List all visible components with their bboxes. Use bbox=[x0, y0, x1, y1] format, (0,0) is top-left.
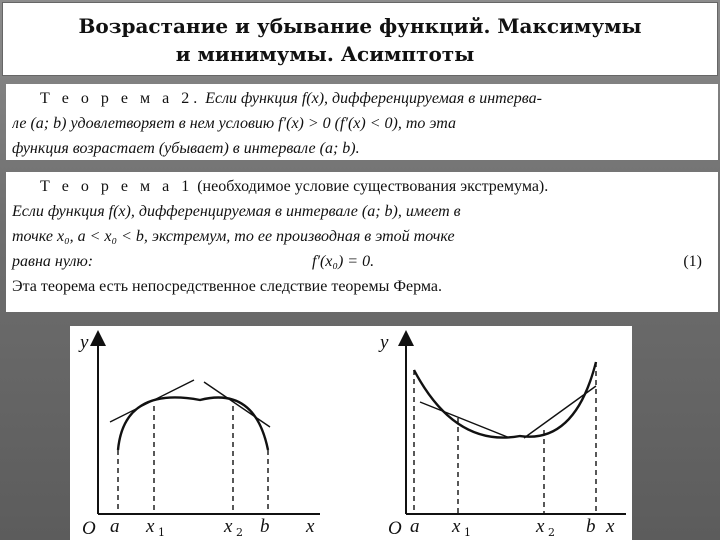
right-convex-curve bbox=[414, 362, 596, 438]
function-graphs-figure bbox=[70, 326, 632, 540]
right-tangent-line-2 bbox=[524, 386, 596, 438]
slide-title bbox=[2, 2, 718, 76]
right-label-a: a bbox=[410, 516, 420, 537]
left-label-y: y bbox=[80, 332, 89, 353]
theorem-2-line-1: Если функция f(x), дифференцируемая в интерва- bbox=[205, 90, 542, 107]
theorem-1-heading: (необходимое условие существования экстремума). bbox=[197, 178, 549, 195]
right-label-x: x bbox=[606, 516, 615, 537]
graphs-svg bbox=[70, 326, 632, 540]
right-graph bbox=[378, 332, 626, 539]
theorem-2-line-3: функция возрастает (убывает) в интервале (a; b). bbox=[12, 140, 360, 157]
theorem-1-equation: f′(x₀) = 0. bbox=[312, 253, 375, 270]
right-tangent-line-1 bbox=[420, 402, 510, 438]
right-label-origin: O bbox=[388, 518, 402, 539]
right-label-y: y bbox=[380, 332, 389, 353]
equation-number: (1) bbox=[683, 253, 702, 270]
left-label-x2: x bbox=[224, 516, 233, 537]
left-label-x1: x bbox=[146, 516, 155, 537]
right-label-x2-sub: 2 bbox=[548, 526, 555, 539]
left-label-b: b bbox=[260, 516, 270, 537]
theorem-1-line-4: равна нулю: bbox=[12, 253, 94, 270]
left-concave-curve bbox=[118, 397, 268, 450]
theorem-1-line-3: точке x₀, a < x₀ < b, экстремум, то ее производная в этой точке bbox=[12, 228, 455, 245]
theorem-2-block bbox=[6, 84, 718, 160]
left-label-x1-sub: 1 bbox=[158, 526, 165, 539]
left-graph bbox=[78, 332, 320, 539]
theorem-2-line-2: ле (a; b) удовлетворяет в нем условию f′(x) > 0 (f′(x) < 0), то эта bbox=[12, 115, 456, 132]
right-label-x1: x bbox=[452, 516, 461, 537]
left-label-origin: O bbox=[82, 518, 96, 539]
theorem-1-line-2: Если функция f(x), дифференцируемая в интервале (a; b), имеет в bbox=[12, 203, 461, 220]
title-line-1: Возрастание и убывание функций. Максимумы bbox=[78, 14, 642, 38]
left-tangent-line-2 bbox=[204, 382, 270, 427]
theorem-1-note: Эта теорема есть непосредственное следствие теоремы Ферма. bbox=[12, 278, 443, 295]
theorem-1-block bbox=[6, 172, 718, 312]
right-label-x2: x bbox=[536, 516, 545, 537]
left-tangent-line-1 bbox=[110, 380, 194, 422]
theorem-2-label: Т е о р е м а 2. bbox=[40, 90, 202, 107]
title-line-2: и минимумы. Асимптоты bbox=[175, 42, 475, 66]
theorem-1-label: Т е о р е м а 1 bbox=[40, 178, 194, 195]
right-label-b: b bbox=[586, 516, 596, 537]
right-label-x1-sub: 1 bbox=[464, 526, 471, 539]
left-label-a: a bbox=[110, 516, 120, 537]
left-label-x2-sub: 2 bbox=[236, 526, 243, 539]
left-label-x: x bbox=[306, 516, 315, 537]
